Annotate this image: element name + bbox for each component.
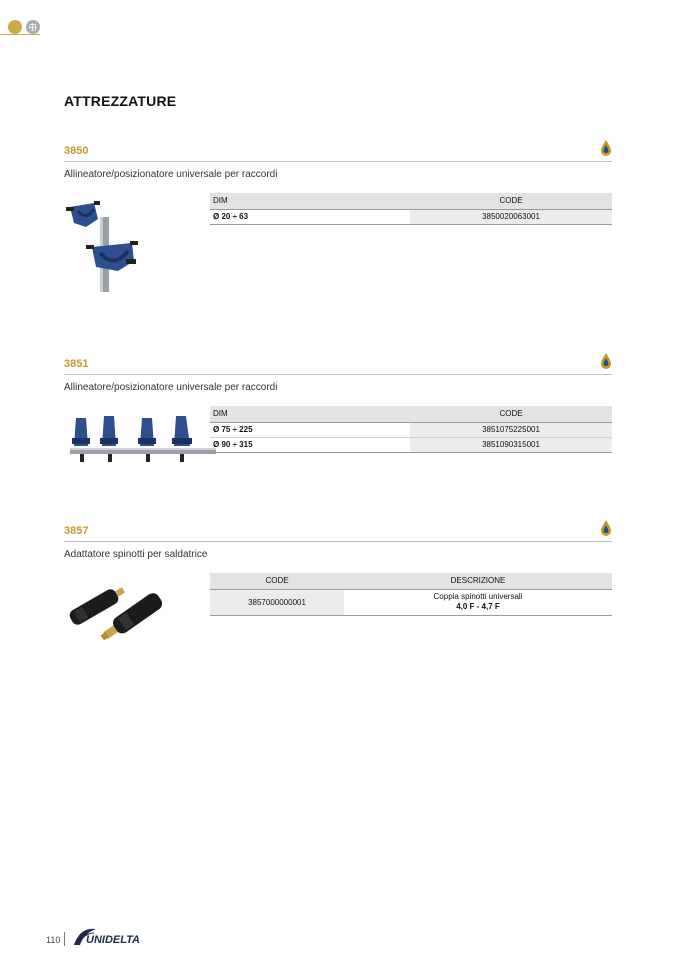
dim-cell: Ø 90 ÷ 315 bbox=[210, 437, 410, 452]
spec-table bbox=[210, 573, 612, 616]
grey-grid-dot-icon bbox=[26, 20, 40, 34]
product-section-3857 bbox=[64, 525, 614, 645]
dim-cell: Ø 20 ÷ 63 bbox=[210, 209, 410, 224]
col-header-dim: DIM bbox=[210, 406, 410, 422]
section-divider bbox=[64, 374, 612, 375]
col-header-code: CODE bbox=[410, 406, 612, 422]
gold-dot-icon bbox=[8, 20, 22, 34]
dim-cell: Ø 75 ÷ 225 bbox=[210, 422, 410, 437]
section-divider bbox=[64, 541, 612, 542]
corner-rule bbox=[0, 34, 40, 35]
description-cell bbox=[344, 589, 612, 615]
welder-plug-adapters-photo bbox=[64, 577, 174, 647]
table-row bbox=[210, 209, 612, 224]
col-header-dim: DIM bbox=[210, 193, 410, 209]
product-description: Allineatore/posizionatore universale per raccordi bbox=[64, 169, 278, 180]
logo-text: UNIDELTA bbox=[86, 934, 140, 946]
aligner-small-photo bbox=[64, 197, 144, 297]
col-header-description: DESCRIZIONE bbox=[344, 573, 612, 589]
water-gas-drop-icon bbox=[600, 352, 612, 370]
water-gas-drop-icon bbox=[600, 139, 612, 157]
spec-table bbox=[210, 193, 612, 225]
product-code: 3857 bbox=[64, 525, 89, 537]
code-cell: 3857000000001 bbox=[210, 589, 344, 615]
product-description: Allineatore/posizionatore universale per raccordi bbox=[64, 382, 278, 393]
section-divider bbox=[64, 161, 612, 162]
product-code: 3851 bbox=[64, 358, 89, 370]
code-cell: 3851090315001 bbox=[410, 437, 612, 452]
aligner-large-photo bbox=[68, 414, 218, 464]
spec-table bbox=[210, 406, 612, 453]
table-row bbox=[210, 437, 612, 452]
product-description: Adattatore spinotti per saldatrice bbox=[64, 549, 208, 560]
description-line: Coppia spinotti universali bbox=[433, 592, 523, 601]
page-corner-marker bbox=[0, 15, 44, 35]
col-header-code: CODE bbox=[410, 193, 612, 209]
product-section-3850 bbox=[64, 145, 614, 295]
code-cell: 3851075225001 bbox=[410, 422, 612, 437]
page-title: ATTREZZATURE bbox=[64, 93, 177, 109]
table-row bbox=[210, 422, 612, 437]
col-header-code: CODE bbox=[210, 573, 344, 589]
footer-separator bbox=[64, 932, 65, 946]
water-gas-drop-icon bbox=[600, 519, 612, 537]
code-cell: 3850020063001 bbox=[410, 209, 612, 224]
unidelta-logo bbox=[70, 925, 174, 947]
page-number: 110 bbox=[46, 935, 61, 945]
description-line-bold: 4,0 F - 4,7 F bbox=[456, 602, 500, 611]
product-section-3851 bbox=[64, 358, 614, 468]
table-row bbox=[210, 589, 612, 615]
product-code: 3850 bbox=[64, 145, 89, 157]
